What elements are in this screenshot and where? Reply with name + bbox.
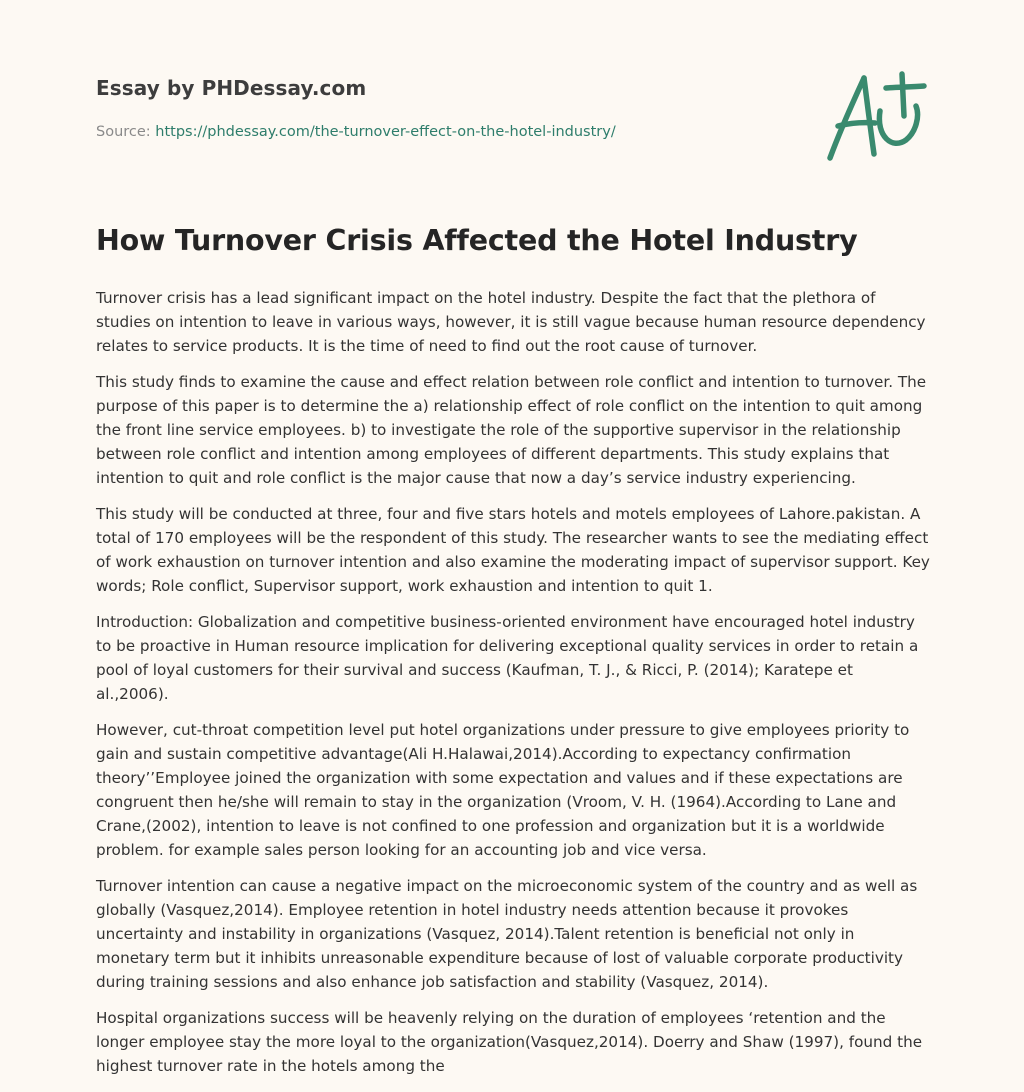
paragraph: Introduction: Globalization and competitive business-oriented environment have encouraged hotel industry to be proactive in Human resource implication for delivering exceptional quality services in order to retain a pool of loyal customers for their survival and success (Kaufman, T. J., & Ricci, P. (2014); Karatepe et al.,2006).	[96, 613, 919, 703]
paragraph: However, cut-throat competition level put hotel organizations under pressure to give employees priority to gain and sustain competitive advantage(Ali H.Halawai,2014).According to expectancy confirmation theory’’Employee joined the organization with some expectation and values and if these expectations are congruent then he/she will remain to stay in the organization (Vroom, V. H. (1964).According to Lane and Crane,(2002), intention to leave is not confined to one profession and organization but it is a worldwide problem. for example sales person looking for an accounting job and vice versa.	[96, 721, 910, 859]
essay-body	[96, 286, 930, 1090]
paragraph: Turnover crisis has a lead significant impact on the hotel industry. Despite the fact that the plethora of studies on intention to leave in various ways, however, it is still vague because human resource dependency relates to service products. It is the time of need to find out the root cause of turnover.	[96, 289, 926, 355]
paragraph: This study finds to examine the cause and effect relation between role conflict and intention to turnover. The purpose of this paper is to determine the a) relationship effect of role conflict on the intention to quit among the front line service employees. b) to investigate the role of the supportive supervisor in the relationship between role conflict and intention among employees of different departments. This study explains that intention to quit and role conflict is the major cause that now a day’s service industry experiencing.	[96, 373, 927, 487]
paragraph: Turnover intention can cause a negative impact on the microeconomic system of the country and as well as globally (Vasquez,2014). Employee retention in hotel industry needs attention because it provokes uncertainty and instability in organizations (Vasquez, 2014).Talent retention is beneficial not only in monetary term but it inhibits unreasonable expenditure because of lost of valuable corporate productivity during training sessions and also enhance job satisfaction and stability (Vasquez, 2014).	[96, 877, 918, 991]
source-line	[96, 124, 616, 140]
paragraph: Hospital organizations success will be heavenly relying on the duration of employees ‘retention and the longer employee stay the more loyal to the organization(Vasquez,2014). Doerry and Shaw (1997), found the highest turnover rate in the hotels among the	[96, 1009, 923, 1075]
paragraph: This study will be conducted at three, four and five stars hotels and motels employees of Lahore.pakistan. A total of 170 employees will be the respondent of this study. The researcher wants to see the mediating effect of work exhaustion on turnover intention and also examine the moderating impact of supervisor support. Key words; Role conflict, Supervisor support, work exhaustion and intention to quit 1.	[96, 505, 930, 595]
source-label: Source:	[96, 124, 156, 140]
source-link[interactable]: https://phdessay.com/the-turnover-effect-on-the-hotel-industry/	[155, 124, 616, 140]
a-plus-logo-icon	[820, 66, 930, 166]
essay-title: How Turnover Crisis Affected the Hotel Industry	[96, 224, 858, 257]
site-brand: Essay by PHDessay.com	[96, 76, 367, 100]
